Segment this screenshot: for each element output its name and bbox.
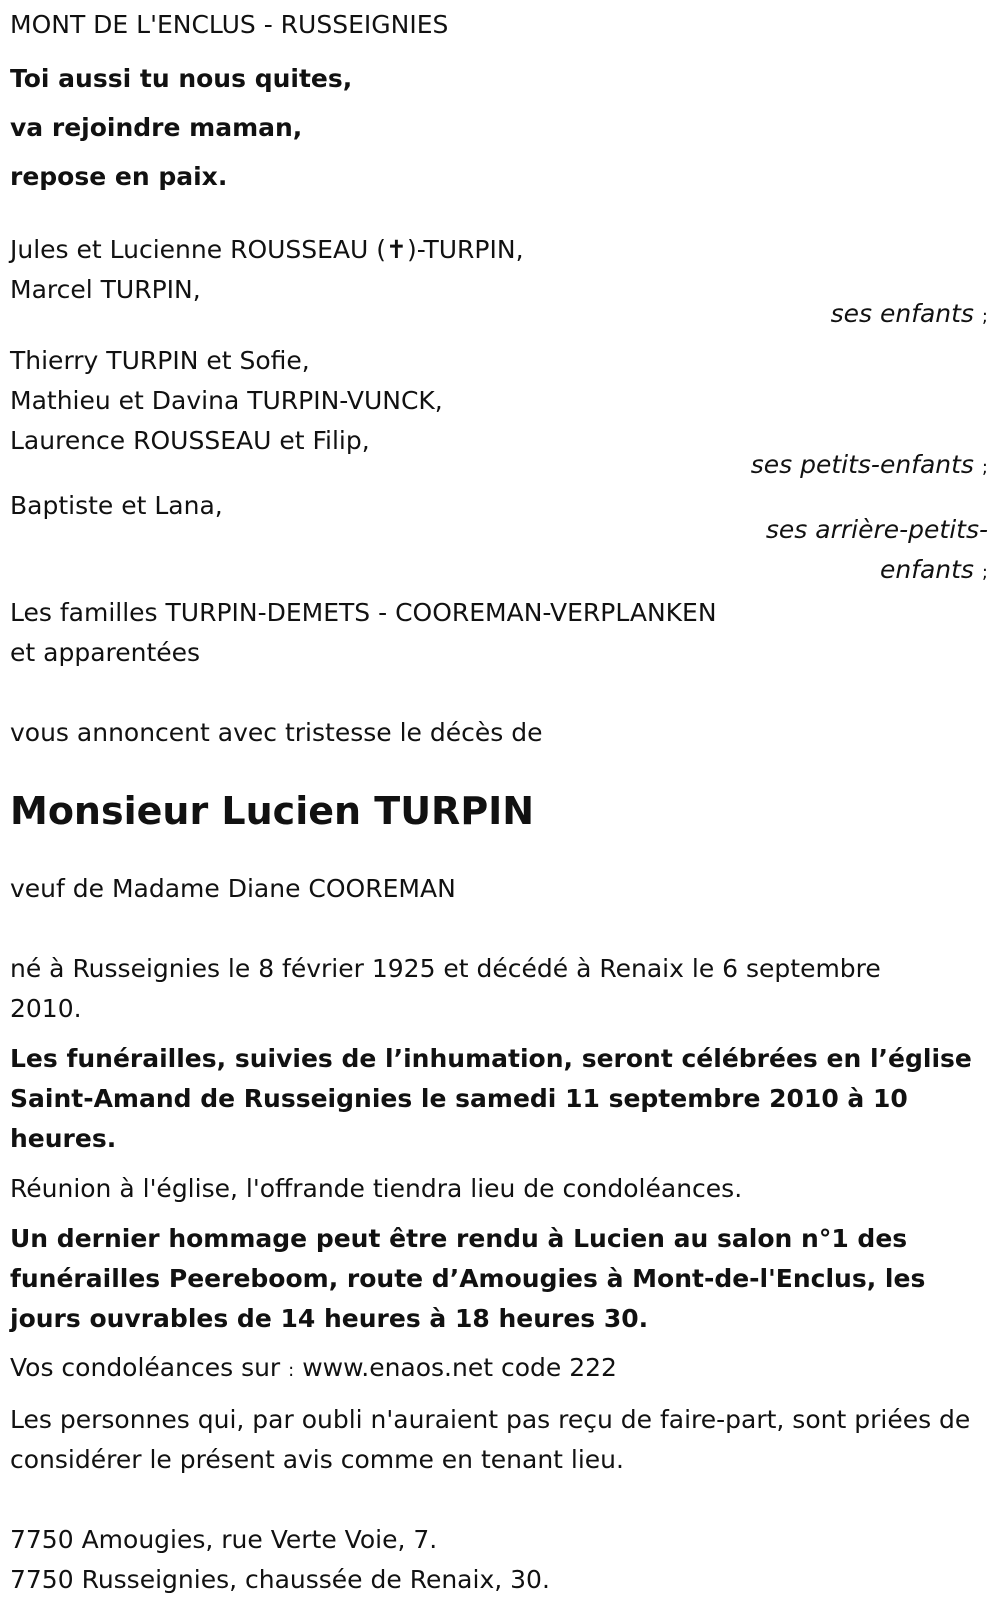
poem-line: repose en paix.	[10, 162, 228, 191]
header-location: MONT DE L'ENCLUS - RUSSEIGNIES	[10, 10, 449, 39]
widower-line: veuf de Madame Diane COOREMAN	[10, 874, 456, 903]
families-line: Les familles TURPIN-DEMETS - COOREMAN-VERPLANKEN	[10, 598, 717, 627]
families-section	[10, 593, 988, 673]
condolences-line: Vos condoléances sur : www.enaos.net code 222	[10, 1353, 617, 1382]
family-member: Marcel TURPIN,	[10, 275, 201, 304]
relatives-line: et apparentées	[10, 638, 201, 667]
announcement: vous annoncent avec tristesse le décès de	[10, 718, 543, 747]
grandchildren-label: ses petits-enfants ;	[750, 450, 988, 479]
address-line: 7750 Amougies, rue Verte Voie, 7.	[10, 1525, 438, 1554]
meeting-info: Réunion à l'église, l'offrande tiendra lieu de condoléances.	[10, 1174, 743, 1203]
tribute-info: Un dernier hommage peut être rendu à Lucien au salon n°1 des funérailles Peereboom, route d’Amougies à Mont-de-l'Enclus, les jours ouvrables de 14 heures à 18 heures 30.	[10, 1224, 926, 1333]
address-line: 7750 Russeignies, chaussée de Renaix, 30.	[10, 1565, 550, 1594]
poem-line: va rejoindre maman,	[10, 113, 303, 142]
addresses	[10, 1520, 988, 1600]
great-grandchildren-section	[10, 486, 988, 593]
children-label: ses enfants ;	[830, 299, 988, 328]
family-member: Mathieu et Davina TURPIN-VUNCK,	[10, 386, 443, 415]
poem-line: Toi aussi tu nous quites,	[10, 64, 353, 93]
deceased-name: Monsieur Lucien TURPIN	[10, 789, 535, 833]
birth-death: né à Russeignies le 8 février 1925 et décédé à Renaix le 6 septembre 2010.	[10, 954, 881, 1023]
condolences-site: www.enaos.net code 222	[302, 1353, 617, 1382]
family-member: Laurence ROUSSEAU et Filip,	[10, 426, 370, 455]
grandchildren-section	[10, 341, 988, 488]
children-section	[10, 230, 988, 337]
notice: Les personnes qui, par oubli n'auraient pas reçu de faire-part, sont priées de considérer le présent avis comme en tenant lieu.	[10, 1405, 971, 1474]
great-grandchildren-label-line1: ses arrière-petits-	[765, 515, 988, 544]
family-member: Thierry TURPIN et Sofie,	[10, 346, 310, 375]
great-grandchildren-label-line2: enfants ;	[879, 555, 988, 584]
family-member: Jules et Lucienne ROUSSEAU (✝)-TURPIN,	[10, 235, 524, 264]
death-notice	[10, 5, 988, 1600]
family-member: Baptiste et Lana,	[10, 491, 223, 520]
funeral-ceremony: Les funérailles, suivies de l’inhumation, seront célébrées en l’église Saint-Amand de Russeignies le samedi 11 septembre 2010 à 10 heures.	[10, 1044, 972, 1153]
poem	[10, 54, 988, 201]
